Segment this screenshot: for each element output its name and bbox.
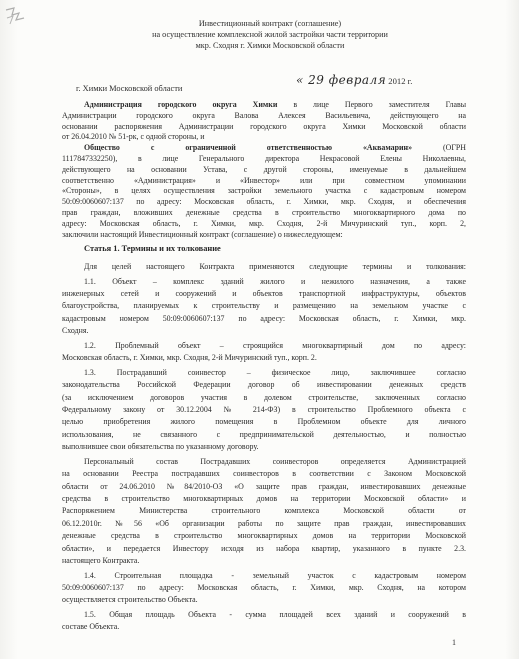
text-span: 1117847332250), в лице Генерального директора Некрасовой Елены Николаевны,: [62, 154, 466, 163]
article-line: использования, не связанного с предпринимательской деятельностью, и полностью: [62, 429, 466, 439]
text-span: действующего на основании Устава, с другой стороны, именуемые в дальнейшем: [62, 164, 466, 174]
text-span: (ОГРН: [412, 143, 466, 153]
preamble-line: [62, 154, 466, 164]
text-span: Администрации городского округа Валова Алексея Васильевича, действующего на: [62, 110, 466, 120]
article-line: 06.12.2010г. №56 «Об организации работы по защите прав граждан, инвестировавших: [62, 518, 466, 528]
article-line: Распоряжением Министерства строительного комплекса Московской области от: [62, 506, 466, 516]
preamble-line: [62, 208, 466, 218]
contract-place: г. Химки Московской области: [76, 84, 183, 93]
preamble-line: [62, 122, 466, 132]
article-line: кадастровым номером 50:09:0060607:137 по адресу: Московская область, г. Химки, мкр.: [62, 313, 466, 323]
article-line: Федеральному закону от 30.12.2004 № 214-ФЗ) в строительство Проблемного объекта с: [62, 405, 466, 414]
preamble-line: [62, 197, 466, 207]
article-line: денежные средства в строительство многоквартирных домов на территории Московской: [62, 531, 466, 541]
article-line: 1.3. Пострадавший соинвестор – физическое лицо, заключившее согласно: [84, 367, 466, 377]
article-line: Для целей настоящего Контракта применяются следующие термины и толкования:: [84, 262, 466, 271]
article-line: инженерных сетей и сооружений и объектов транспортной инфраструктуры, объектов: [62, 289, 466, 298]
article-line: 1.4. Строительная площадка - земельный участок с кадастровым номером: [84, 570, 466, 580]
text-span: 50:09:0060607:137 по адресу: Московская область, г. Химки, мкр. Сходня, и обеспечения: [62, 197, 466, 207]
article-line: области», и передается Инвестору исходя из набора квартир, указанного в пункте 2.3.: [62, 543, 466, 553]
article-line: выполнившее свои обязательства по указанному договору.: [62, 442, 259, 452]
preamble-line: [62, 132, 466, 142]
article-line: осуществляется строительство Объекта.: [62, 595, 198, 605]
article-line: 1.5. Общая площадь Объекта - сумма площадей всех зданий и сооружений в: [84, 610, 466, 619]
contract-date: [296, 73, 412, 87]
text-span: прав граждан, вложивших денежные средства в строительство многоквартирного дома по: [62, 208, 466, 217]
text-span: адресу: Московская область, г. Химки, мкр. Сходня, 2-й Мичуринский туп., корп. 2,: [62, 218, 466, 228]
article-line: 1.1. Объект – комплекс зданий жилого и нежилого назначения, а также: [84, 276, 466, 286]
stamp-mark-icon: [4, 6, 26, 28]
text-span: основании распоряжения Администрации городского округа Химки Московской области: [62, 121, 466, 131]
preamble-line: [62, 219, 466, 229]
preamble-line: [62, 165, 466, 175]
page-number: 1: [452, 638, 456, 647]
article-line: 1.2. Проблемный объект – строящийся многоквартирный дом по адресу:: [84, 340, 466, 350]
article-line: Сходня.: [62, 326, 89, 336]
article-1-heading: Статья 1. Термины и их толкование: [84, 244, 221, 253]
article-line: 50:09:0060607:137 по адресу: Московская область, г. Химки, мкр. Сходня, на котором: [62, 583, 466, 592]
article-line: составе Объекта.: [62, 622, 120, 632]
article-line: целью приобретения жилого помещения в Проблемном объекте для личного: [62, 417, 466, 427]
text-span: заключили настоящий Инвестиционный контракт (соглашение) о нижеследующем:: [62, 229, 343, 239]
text-span: соответственно «Администрация» и «Инвестор» или при совместном упоминании: [62, 175, 466, 185]
handwritten-date: « 29 февраля: [296, 73, 387, 87]
text-span: в лице Первого заместителя Главы: [277, 100, 466, 109]
bold-text: Общество с ограниченной ответственностью «Аквамарин»: [84, 143, 413, 153]
article-line: средства в строительство многоквартирных домов на территории Московской области» и: [62, 494, 466, 503]
contract-title-line-2: на осуществление комплексной жилой застройки части территории: [152, 30, 388, 39]
preamble-line: [62, 111, 466, 121]
bold-text: Администрация городского округа Химки: [84, 100, 278, 109]
article-line: области от 24.06.2010 №84/2010-ОЗ «О защите прав граждан, инвестировавших денежные: [62, 481, 466, 491]
preamble-line: [84, 100, 466, 110]
article-line: Московская область, г. Химки, мкр. Сходня, 2-й Мичуринский туп., корп. 2.: [62, 353, 317, 363]
preamble-line: [84, 143, 466, 153]
preamble-line: [62, 230, 466, 240]
article-line: законодательства Российской Федерации договор об инвестировании денежных средств: [62, 380, 466, 390]
text-span: «Стороны», в целях осуществления застройки земельного участка с кадастровым номером: [62, 186, 466, 196]
article-line: благоустройства, планируемых к строительству и размещению на земельном участке с: [62, 301, 466, 311]
preamble-line: [62, 186, 466, 196]
article-line: настоящего Контракта.: [62, 556, 140, 565]
preamble-line: [62, 176, 466, 186]
contract-title-line-1: Инвестиционный контракт (соглашение): [198, 19, 342, 28]
article-line: на основании Реестра пострадавших соинвесторов в соответствии с Законом Московской: [62, 469, 466, 479]
contract-year: 2012 г.: [388, 76, 413, 86]
article-line: (за исключением договоров участия в долевом строительстве, заключенных согласно: [62, 392, 466, 402]
article-line: Персональный состав Пострадавших соинвесторов определяется Администрацией: [84, 456, 466, 466]
text-span: от 26.04.2010 № 51-рк, с одной стороны, и: [62, 132, 205, 142]
contract-title-line-3: мкр. Сходня г. Химки Московской области: [195, 41, 345, 50]
